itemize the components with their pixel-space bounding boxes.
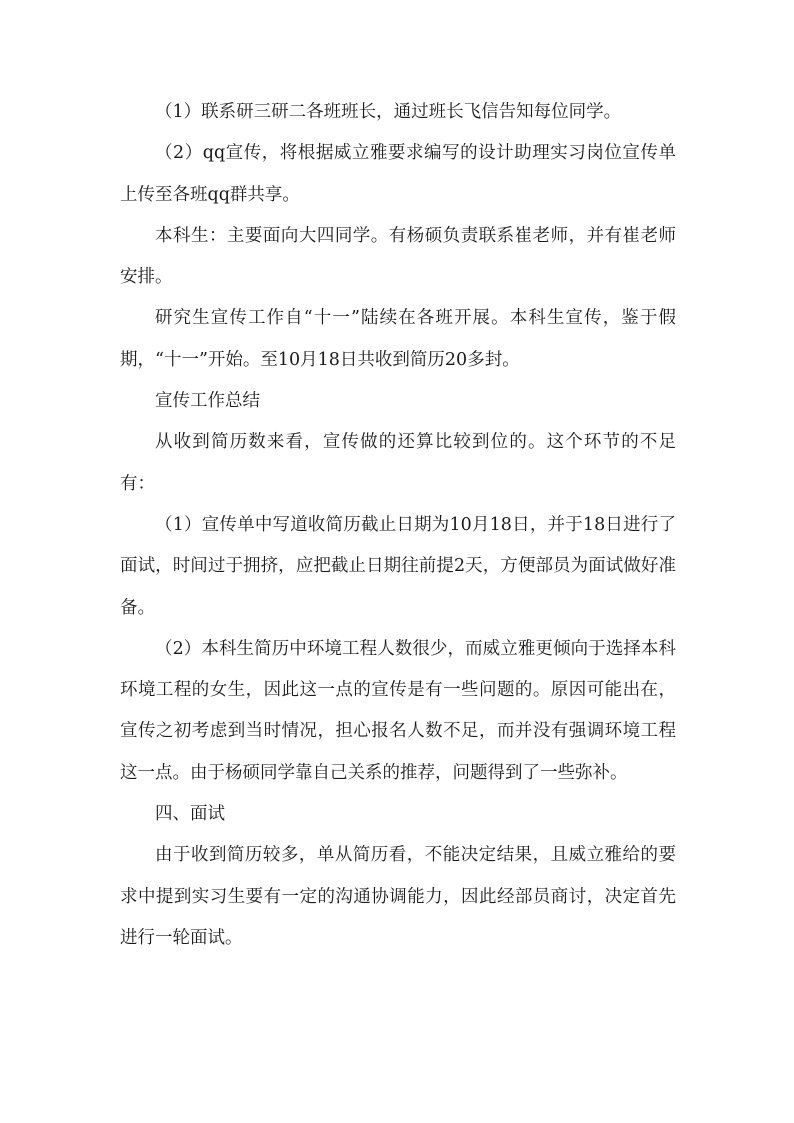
paragraph-deadline-issue: （1）宣传单中写道收简历截止日期为10月18日，并于18日进行了面试，时间过于拥挤，应把截止日期往前提2天，方便部员为面试做好准备。 xyxy=(120,514,676,618)
paragraph-interview: 由于收到简历较多，单从简历看，不能决定结果，且威立雅给的要求中提到实习生要有一定的沟通协调能力，因此经部员商讨，决定首先进行一轮面试。 xyxy=(120,845,676,948)
paragraph-undergraduate: 本科生：主要面向大四同学。有杨硕负责联系崔老师，并有崔老师安排。 xyxy=(120,225,676,288)
document-body xyxy=(120,92,676,959)
paragraph-grad-promotion: 研究生宣传工作自“十一”陆续在各班开展。本科生宣传，鉴于假期，“十一”开始。至10月18日共收到简历20多封。 xyxy=(120,308,676,370)
paragraph-major-issue: （2）本科生简历中环境工程人数很少，而威立雅更倾向于选择本科环境工程的女生，因此这一点的宣传是有一些问题的。原因可能出在，宣传之初考虑到当时情况，担心报名人数不足，而并没有强调环境工程这一点。由于杨硕同学靠自己关系的推荐，问题得到了一些弥补。 xyxy=(120,638,676,783)
section-heading-promotion-summary: 宣传工作总结 xyxy=(155,391,260,412)
section-heading-interview: 四、面试 xyxy=(155,804,225,825)
paragraph-grad-notice: （1）联系研三研二各班班长，通过班长飞信告知每位同学。 xyxy=(155,102,622,122)
paragraph-summary-intro: 从收到简历数来看，宣传做的还算比较到位的。这个环节的不足有： xyxy=(120,432,676,494)
paragraph-qq-promotion: （2）qq宣传，将根据威立雅要求编写的设计助理实习岗位宣传单上传至各班qq群共享。 xyxy=(120,143,676,205)
